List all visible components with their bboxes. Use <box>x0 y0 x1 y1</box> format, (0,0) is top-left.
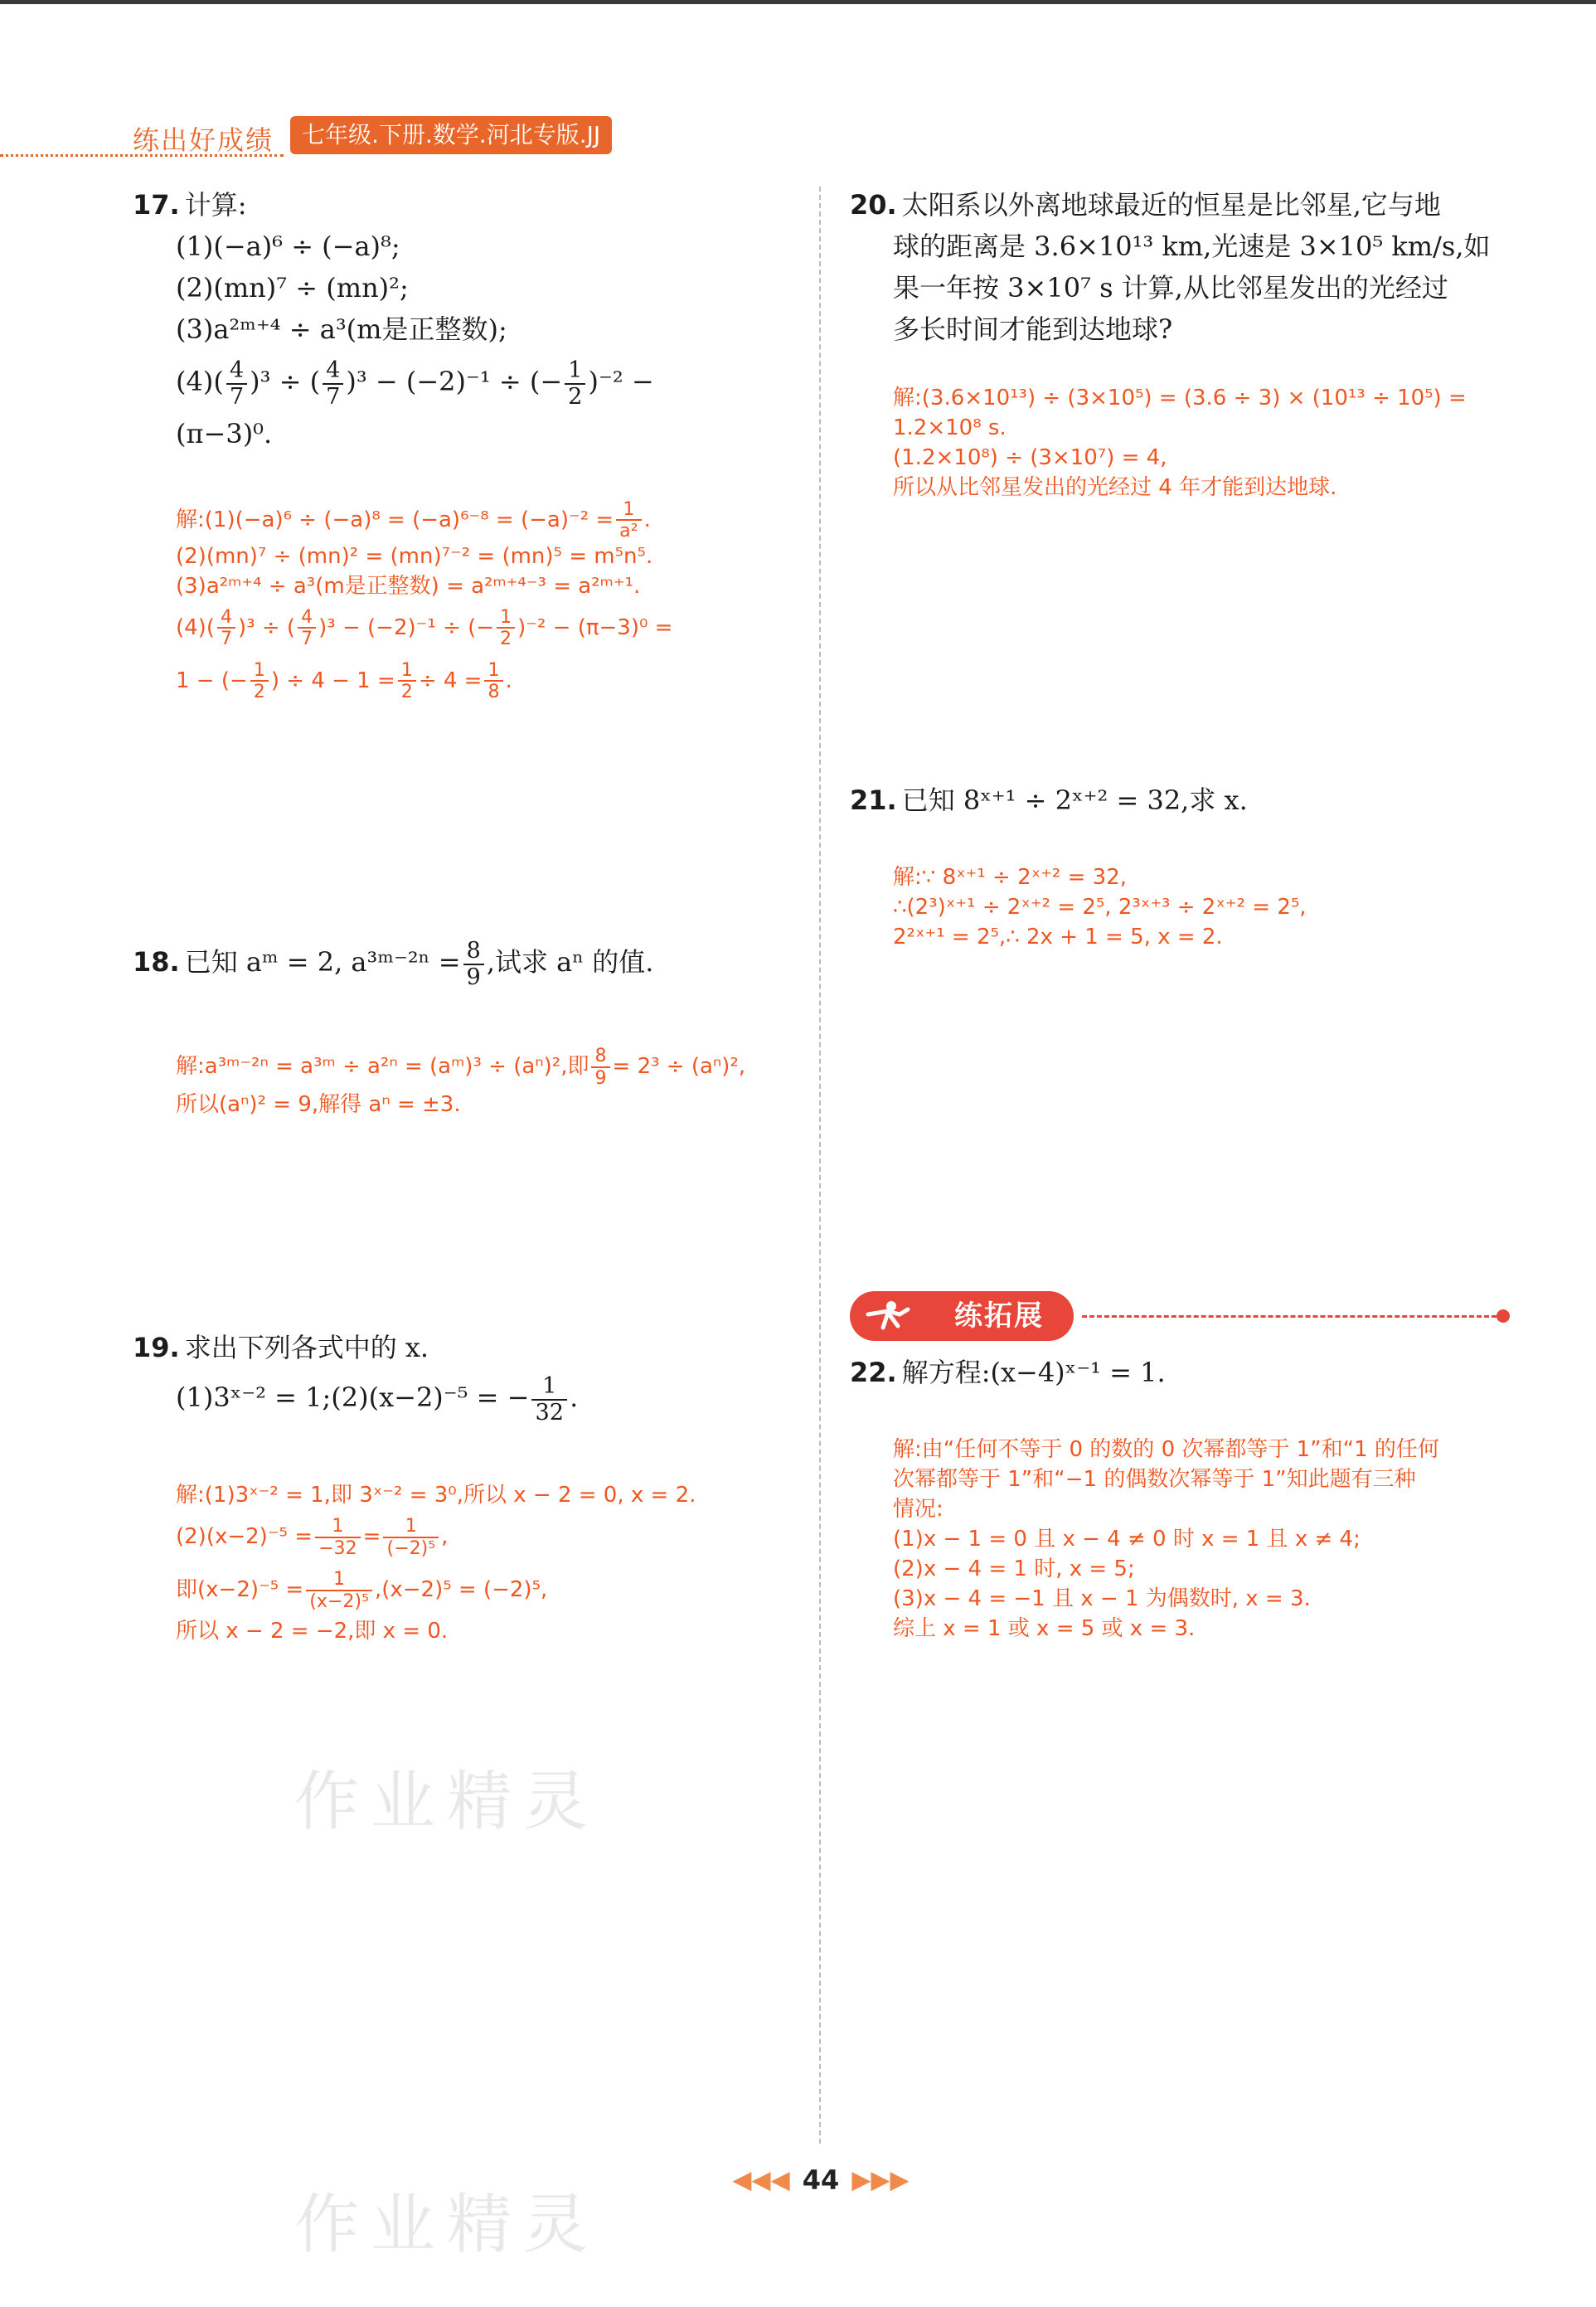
fraction: $\frac{1}{2}$ <box>497 607 515 649</box>
watermark: 作业精灵 <box>294 1765 600 1839</box>
answer-line: 次幂都等于 1”和“−1 的偶数次幂等于 1”知此题有三种 <box>893 1467 1416 1492</box>
answer-line: (1)x − 1 = 0 且 x − 4 ≠ 0 时 x = 1 且 x ≠ 4; <box>893 1527 1361 1552</box>
fraction: $\frac{4}{7}$ <box>298 607 316 649</box>
expr-part: 已知 aᵐ = 2, a³ᵐ⁻²ⁿ = <box>184 946 461 978</box>
solution-19 <box>176 1480 806 1646</box>
answer-line: (2)(x−2)⁻⁵ = $\frac{1}{-32}$ = $\frac{1}{\text{(−2)⁵}}$ , <box>176 1515 449 1559</box>
answer-line: 解:a³ᵐ⁻²ⁿ = a³ᵐ ÷ a²ⁿ = (aᵐ)³ ÷ (aⁿ)²,即 $\frac{8}{9}$ = 2³ ÷ (aⁿ)², <box>176 1045 746 1089</box>
answer-line: 解:(1)(−a)⁶ ÷ (−a)⁸ = (−a)⁶⁻⁸ = (−a)⁻² = $\frac{1}{\text{a²}}$ . <box>176 498 651 542</box>
answer-line: (3)a²ᵐ⁺⁴ ÷ a³(m是正整数) = a²ᵐ⁺⁴⁻³ = a²ᵐ⁺¹. <box>176 573 641 599</box>
banner-dot <box>1497 1309 1510 1323</box>
problem-19 <box>133 1327 796 1426</box>
answer-line: 所以(aⁿ)² = 9,解得 aⁿ = ±3. <box>176 1092 461 1117</box>
fraction: $\frac{8}{9}$ <box>591 1046 609 1088</box>
fraction: $\frac{1}{2}$ <box>250 660 269 702</box>
expr-part: )³ − (−2)⁻¹ ÷ (− <box>346 366 563 397</box>
extension-section-banner <box>850 1291 1513 1341</box>
problem-number: 17. <box>133 189 180 221</box>
problem-line: 果一年按 3×10⁷ s 计算,从比邻星发出的光经过 <box>893 272 1448 304</box>
prev-arrows-icon: ◀◀◀ <box>732 2165 790 2195</box>
fraction: $\frac{1}{2}$ <box>565 358 585 410</box>
answer-line: 解:(1)3ˣ⁻² = 1,即 3ˣ⁻² = 3⁰,所以 x − 2 = 0, x = 2. <box>176 1483 696 1508</box>
problem-number: 19. <box>133 1332 180 1363</box>
problem-number: 22. <box>850 1357 897 1388</box>
problem-line: (3)a²ᵐ⁺⁴ ÷ a³(m是正整数); <box>176 313 507 345</box>
answer-line: 1.2×10⁸ s. <box>893 415 1007 440</box>
fraction: $\frac{1}{\text{(x−2)⁵}}$ <box>306 1569 372 1611</box>
fraction: $\frac{1}{-32}$ <box>315 1516 361 1558</box>
fraction: $\frac{1}{32}$ <box>531 1374 567 1425</box>
problem-line <box>133 350 796 413</box>
problem-line: 球的距离是 3.6×10¹³ km,光速是 3×10⁵ km/s,如 <box>893 231 1491 262</box>
problem-title: 求出下列各式中的 x. <box>184 1332 429 1363</box>
answer-line: 1 − (− $\frac{1}{2}$ ) ÷ 4 − 1 = $\frac{1}{2}$ ÷ 4 = $\frac{1}{8}$ . <box>176 658 512 703</box>
expr-part: (4)( <box>176 366 224 397</box>
top-border <box>0 0 1596 4</box>
page-number-bar <box>721 2164 920 2211</box>
brand-title: 练出好成绩 <box>133 124 274 156</box>
fraction: $\frac{1}{\text{a²}}$ <box>616 499 641 542</box>
problem-title: 计算: <box>184 189 247 221</box>
answer-line: (1.2×10⁸) ÷ (3×10⁷) = 4, <box>893 445 1167 470</box>
fraction: $\frac{4}{7}$ <box>217 607 235 649</box>
answer-line: 情况: <box>893 1497 944 1522</box>
problem-20 <box>850 184 1538 350</box>
runner-icon <box>850 1291 924 1341</box>
fraction: $\frac{1}{\text{(−2)⁵}}$ <box>383 1516 439 1558</box>
answer-line: 解:∵ 8ˣ⁺¹ ÷ 2ˣ⁺² = 32, <box>893 865 1128 890</box>
fraction: $\frac{1}{2}$ <box>398 660 416 702</box>
problem-22 <box>850 1352 1538 1393</box>
banner-dashed-line <box>1082 1315 1497 1318</box>
expr-part: )⁻² − <box>588 366 654 397</box>
expr-part: ,试求 aⁿ 的值. <box>486 946 654 978</box>
problem-number: 21. <box>850 784 897 816</box>
solution-17 <box>176 499 806 707</box>
fraction: $\frac{8}{9}$ <box>463 939 484 990</box>
answer-line: (3)x − 4 = −1 且 x − 1 为偶数时, x = 3. <box>893 1586 1311 1611</box>
problem-line: 已知 8ˣ⁺¹ ÷ 2ˣ⁺² = 32,求 x. <box>901 784 1248 816</box>
answer-line: ∴(2³)ˣ⁺¹ ÷ 2ˣ⁺² = 2⁵, 2³ˣ⁺³ ÷ 2ˣ⁺² = 2⁵, <box>893 895 1307 920</box>
solution-18 <box>176 1043 806 1120</box>
fraction: $\frac{1}{8}$ <box>484 660 502 702</box>
solution-20 <box>893 383 1556 503</box>
problem-number: 20. <box>850 189 897 221</box>
answer-line: 2²ˣ⁺¹ = 2⁵,∴ 2x + 1 = 5, x = 2. <box>893 925 1223 950</box>
problem-line: (1)(−a)⁶ ÷ (−a)⁸; <box>176 231 400 262</box>
answer-line: 综上 x = 1 或 x = 5 或 x = 3. <box>893 1616 1196 1641</box>
page-header <box>0 116 705 166</box>
watermark: 作业精灵 <box>294 2188 600 2262</box>
answer-line: (4)( $\frac{4}{7}$ )³ ÷ ( $\frac{4}{7}$ )³ − (−2)⁻¹ ÷ (− $\frac{1}{2}$ )⁻² − (π−3)⁰ = <box>176 605 673 650</box>
answer-line: 所以从比邻星发出的光经过 4 年才能到达地球. <box>893 475 1337 500</box>
problem-line: 多长时间才能到达地球? <box>893 313 1173 345</box>
fraction: $\frac{4}{7}$ <box>323 358 343 410</box>
fraction: $\frac{4}{7}$ <box>226 358 247 410</box>
header-dotted-line <box>0 154 284 157</box>
next-arrows-icon: ▶▶▶ <box>851 2165 910 2195</box>
answer-line: 解:由“任何不等于 0 的数的 0 次幂都等于 1”和“1 的任何 <box>893 1437 1439 1462</box>
page-number: 44 <box>802 2164 840 2196</box>
problem-18 <box>133 935 796 989</box>
problem-number: 18. <box>133 946 180 978</box>
problem-21 <box>850 780 1538 821</box>
answer-line: (2)(mn)⁷ ÷ (mn)² = (mn)⁷⁻² = (mn)⁵ = m⁵n⁵. <box>176 543 653 569</box>
problem-17 <box>133 184 796 454</box>
solution-21 <box>893 862 1556 952</box>
answer-line: 所以 x − 2 = −2,即 x = 0. <box>176 1619 449 1644</box>
answer-line: 解:(3.6×10¹³) ÷ (3×10⁵) = (3.6 ÷ 3) × (10¹³ ÷ 10⁵) = <box>893 386 1467 410</box>
problem-line: (1)3ˣ⁻² = 1;(2)(x−2)⁻⁵ = − $\frac{1}{32}$ . <box>176 1372 579 1425</box>
solution-22 <box>893 1435 1556 1644</box>
column-divider <box>819 187 821 2144</box>
problem-line: (π−3)⁰. <box>176 418 273 449</box>
answer-line: (2)x − 4 = 1 时, x = 5; <box>893 1557 1135 1581</box>
answer-line: 即(x−2)⁻⁵ = $\frac{1}{\text{(x−2)⁵}}$ ,(x−2)⁵ = (−2)⁵, <box>176 1568 548 1612</box>
problem-line: 太阳系以外离地球最近的恒星是比邻星,它与地 <box>901 189 1441 221</box>
section-title: 练拓展 <box>924 1291 1074 1341</box>
grade-badge: 七年级.下册.数学.河北专版.JJ <box>290 116 612 154</box>
problem-line: 解方程:(x−4)ˣ⁻¹ = 1. <box>901 1357 1166 1388</box>
expr-part: )³ ÷ ( <box>250 366 321 397</box>
problem-line: (2)(mn)⁷ ÷ (mn)²; <box>176 272 409 304</box>
